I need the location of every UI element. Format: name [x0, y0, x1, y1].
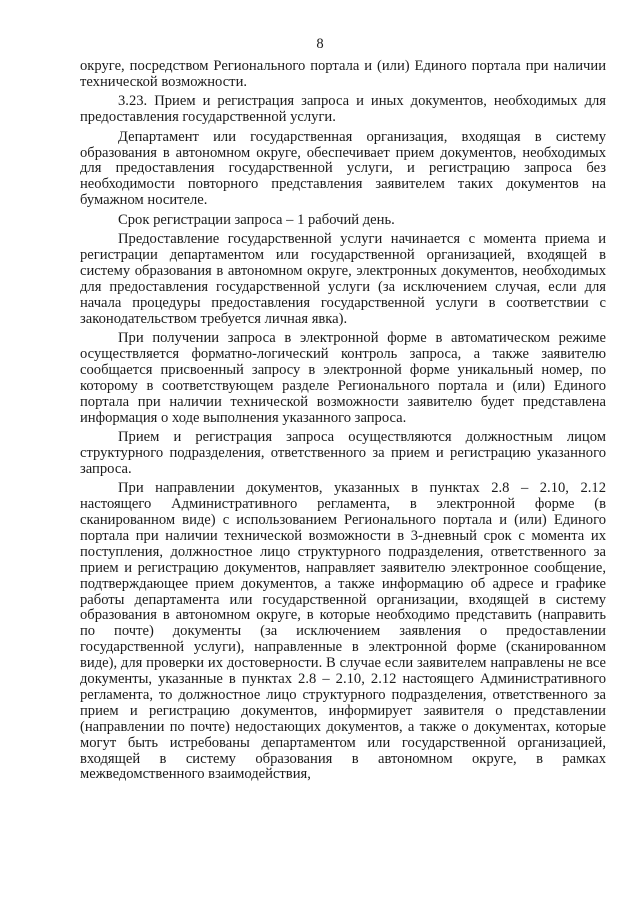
paragraph-document-acceptance: Департамент или государственная организация, входящая в систему образования в автономном округе, обеспечивает прием документов, необходимых для предоставления государственной услуги, и регистрацию запроса без необходимости повторного представления заявителем таких документов на бумажном носителе.	[80, 128, 606, 209]
page-number: 8	[316, 36, 324, 52]
paragraph-electronic-control: При получении запроса в электронной форме в автоматическом режиме осуществляется форматно-логический контроль запроса, а также заявителю сообщается присвоенный запросу в электронной форме уникальный номер, по которому в соответствующем разделе Регионального портала и (или) Единого портала при наличии технической возможности заявителю будет представлена информация о ходе выполнения указанного запроса.	[80, 330, 606, 426]
paragraph-scanned-documents: При направлении документов, указанных в пунктах 2.8 – 2.10, 2.12 настоящего Административного регламента, в электронной форме (в сканированном виде) с использованием Регионального портала и (или) Единого портала при наличии технической возможности в 3-дневный срок с момента их поступления, должностное лицо структурного подразделения, ответственного за прием и регистрацию документов, направляет заявителю электронное сообщение, подтверждающее прием документов, а также информацию об адресе и графике работы департамента или государственной организации, входящей в систему образования в автономном округе, в которые необходимо представить (направить по почте) документы (за исключением заявления о предоставлении государственной услуги), направленные в электронной форме (сканированном виде), для проверки их достоверности. В случае если заявителем направлены не все документы, указанные в пунктах 2.8 – 2.10, 2.12 настоящего Административного регламента, то должностное лицо структурного подразделения, ответственного за прием и регистрацию документов, информирует заявителя о представлении (направлении по почте) недостающих документов, а также о документах, которые могут быть истребованы департаментом или государственной организацией, входящей в систему образования в автономном округе, в рамках межведомственного взаимодействия,	[80, 480, 606, 783]
paragraph-service-start: Предоставление государственной услуги начинается с момента приема и регистрации департаментом или государственной организацией, входящей в систему образования в автономном округе, электронных документов, необходимых для предоставления государственной услуги (за исключением случая, если для начала процедуры предоставления государственной услуги в соответствии с законодательством требуется личная явка).	[80, 231, 606, 327]
document-body	[80, 59, 606, 787]
paragraph-responsible-official: Прием и регистрация запроса осуществляются должностным лицом структурного подразделения, ответственного за прием и регистрацию указанного запроса.	[80, 428, 606, 477]
paragraph-registration-term: Срок регистрации запроса – 1 рабочий день.	[118, 211, 395, 228]
paragraph-section-3-23-heading: 3.23. Прием и регистрация запроса и иных документов, необходимых для предоставления государственной услуги.	[80, 93, 606, 126]
paragraph-continuation: округе, посредством Регионального портала и (или) Единого портала при наличии технической возможности.	[80, 58, 606, 90]
